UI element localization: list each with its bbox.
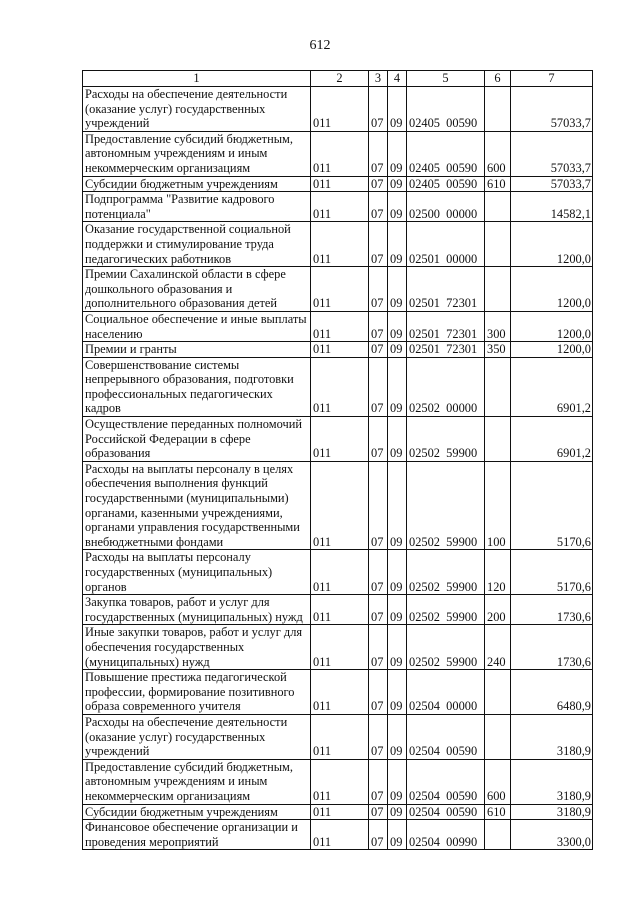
- row-section-cell: 07: [369, 357, 388, 416]
- row-name-cell: Оказание государственной социальной поддержки и стимулирование труда педагогических работников: [83, 222, 311, 267]
- row-name-cell: Расходы на выплаты персоналу государственных (муниципальных) органов: [83, 550, 311, 595]
- row-amount-cell: 3180,9: [511, 714, 593, 759]
- row-name-cell: Расходы на обеспечение деятельности (оказание услуг) государственных учреждений: [83, 714, 311, 759]
- row-target-article-cell: 02405 00590: [407, 176, 485, 192]
- row-expense-type-cell: 200: [485, 595, 511, 625]
- row-ministry-cell: 011: [311, 267, 369, 312]
- row-subsection-cell: 09: [388, 820, 407, 850]
- row-expense-type-cell: 100: [485, 461, 511, 550]
- row-subsection-cell: 09: [388, 87, 407, 132]
- table-row: [83, 759, 593, 804]
- row-ministry-cell: 011: [311, 595, 369, 625]
- table-row: [83, 714, 593, 759]
- table-row: [83, 222, 593, 267]
- row-amount-cell: 57033,7: [511, 176, 593, 192]
- row-expense-type-cell: 610: [485, 804, 511, 820]
- row-subsection-cell: 09: [388, 222, 407, 267]
- row-name-cell: Предоставление субсидий бюджетным, автономным учреждениям и иным некоммерческим организациям: [83, 131, 311, 176]
- table-row: [83, 192, 593, 222]
- row-target-article-cell: 02502 59900: [407, 461, 485, 550]
- row-subsection-cell: 09: [388, 417, 407, 462]
- table-row: [83, 357, 593, 416]
- row-target-article-cell: 02502 59900: [407, 625, 485, 670]
- row-subsection-cell: 09: [388, 714, 407, 759]
- row-ministry-cell: 011: [311, 192, 369, 222]
- row-expense-type-cell: [485, 357, 511, 416]
- row-section-cell: 07: [369, 595, 388, 625]
- row-amount-cell: 3300,0: [511, 820, 593, 850]
- table-row: [83, 342, 593, 358]
- row-amount-cell: 3180,9: [511, 804, 593, 820]
- row-name-cell: Премии Сахалинской области в сфере дошкольного образования и дополнительного образования детей: [83, 267, 311, 312]
- column-header: 4: [388, 71, 407, 87]
- row-target-article-cell: 02504 00000: [407, 670, 485, 715]
- row-expense-type-cell: [485, 714, 511, 759]
- row-expense-type-cell: [485, 192, 511, 222]
- budget-table: [82, 70, 593, 850]
- table-row: [83, 131, 593, 176]
- row-section-cell: 07: [369, 342, 388, 358]
- row-target-article-cell: 02504 00990: [407, 820, 485, 850]
- row-amount-cell: 57033,7: [511, 87, 593, 132]
- row-section-cell: 07: [369, 87, 388, 132]
- row-section-cell: 07: [369, 670, 388, 715]
- row-amount-cell: 6901,2: [511, 357, 593, 416]
- row-subsection-cell: 09: [388, 804, 407, 820]
- column-header: 5: [407, 71, 485, 87]
- row-section-cell: 07: [369, 625, 388, 670]
- row-subsection-cell: 09: [388, 267, 407, 312]
- row-target-article-cell: 02500 00000: [407, 192, 485, 222]
- row-amount-cell: 1200,0: [511, 222, 593, 267]
- row-target-article-cell: 02502 00000: [407, 357, 485, 416]
- row-section-cell: 07: [369, 176, 388, 192]
- row-name-cell: Расходы на выплаты персоналу в целях обеспечения выполнения функций государственными (муниципальными) органами, казенными учреждениями, органами управления государственными внебюджетными фондами: [83, 461, 311, 550]
- row-amount-cell: 57033,7: [511, 131, 593, 176]
- row-expense-type-cell: 350: [485, 342, 511, 358]
- row-expense-type-cell: [485, 820, 511, 850]
- row-name-cell: Социальное обеспечение и иные выплаты населению: [83, 311, 311, 341]
- row-expense-type-cell: 120: [485, 550, 511, 595]
- table-row: [83, 87, 593, 132]
- row-target-article-cell: 02405 00590: [407, 131, 485, 176]
- row-ministry-cell: 011: [311, 87, 369, 132]
- row-section-cell: 07: [369, 222, 388, 267]
- row-amount-cell: 1200,0: [511, 342, 593, 358]
- column-header: 3: [369, 71, 388, 87]
- row-ministry-cell: 011: [311, 311, 369, 341]
- row-ministry-cell: 011: [311, 131, 369, 176]
- row-section-cell: 07: [369, 550, 388, 595]
- row-target-article-cell: 02501 00000: [407, 222, 485, 267]
- row-section-cell: 07: [369, 820, 388, 850]
- row-expense-type-cell: 610: [485, 176, 511, 192]
- row-ministry-cell: 011: [311, 342, 369, 358]
- row-name-cell: Финансовое обеспечение организации и проведения мероприятий: [83, 820, 311, 850]
- row-section-cell: 07: [369, 267, 388, 312]
- row-target-article-cell: 02501 72301: [407, 267, 485, 312]
- row-amount-cell: 5170,6: [511, 461, 593, 550]
- row-name-cell: Субсидии бюджетным учреждениям: [83, 176, 311, 192]
- row-expense-type-cell: [485, 87, 511, 132]
- row-subsection-cell: 09: [388, 192, 407, 222]
- row-name-cell: Осуществление переданных полномочий Российской Федерации в сфере образования: [83, 417, 311, 462]
- table-row: [83, 595, 593, 625]
- row-name-cell: Совершенствование системы непрерывного образования, подготовки профессиональных педагогических кадров: [83, 357, 311, 416]
- row-amount-cell: 6480,9: [511, 670, 593, 715]
- row-ministry-cell: 011: [311, 222, 369, 267]
- row-section-cell: 07: [369, 461, 388, 550]
- column-header: 7: [511, 71, 593, 87]
- table-row: [83, 267, 593, 312]
- row-target-article-cell: 02501 72301: [407, 342, 485, 358]
- row-subsection-cell: 09: [388, 176, 407, 192]
- row-name-cell: Подпрограмма "Развитие кадрового потенциала": [83, 192, 311, 222]
- row-ministry-cell: 011: [311, 550, 369, 595]
- row-section-cell: 07: [369, 192, 388, 222]
- table-row: [83, 550, 593, 595]
- row-section-cell: 07: [369, 714, 388, 759]
- row-amount-cell: 1730,6: [511, 595, 593, 625]
- row-expense-type-cell: [485, 670, 511, 715]
- row-section-cell: 07: [369, 417, 388, 462]
- table-row: [83, 461, 593, 550]
- row-target-article-cell: 02502 59900: [407, 595, 485, 625]
- page-number: 612: [309, 38, 331, 53]
- table-row: [83, 417, 593, 462]
- row-expense-type-cell: [485, 222, 511, 267]
- row-section-cell: 07: [369, 759, 388, 804]
- table-row: [83, 625, 593, 670]
- row-expense-type-cell: 600: [485, 131, 511, 176]
- row-expense-type-cell: 300: [485, 311, 511, 341]
- row-name-cell: Премии и гранты: [83, 342, 311, 358]
- row-target-article-cell: 02504 00590: [407, 804, 485, 820]
- row-ministry-cell: 011: [311, 176, 369, 192]
- row-name-cell: Иные закупки товаров, работ и услуг для обеспечения государственных (муниципальных) нужд: [83, 625, 311, 670]
- row-amount-cell: 6901,2: [511, 417, 593, 462]
- row-subsection-cell: 09: [388, 131, 407, 176]
- row-name-cell: Повышение престижа педагогической профессии, формирование позитивного образа современного учителя: [83, 670, 311, 715]
- row-ministry-cell: 011: [311, 461, 369, 550]
- row-section-cell: 07: [369, 131, 388, 176]
- row-amount-cell: 1730,6: [511, 625, 593, 670]
- row-ministry-cell: 011: [311, 357, 369, 416]
- row-subsection-cell: 09: [388, 550, 407, 595]
- row-expense-type-cell: [485, 417, 511, 462]
- row-ministry-cell: 011: [311, 820, 369, 850]
- row-section-cell: 07: [369, 804, 388, 820]
- row-target-article-cell: 02405 00590: [407, 87, 485, 132]
- table-row: [83, 820, 593, 850]
- column-header: 1: [83, 71, 311, 87]
- row-subsection-cell: 09: [388, 595, 407, 625]
- row-ministry-cell: 011: [311, 625, 369, 670]
- row-amount-cell: 3180,9: [511, 759, 593, 804]
- row-expense-type-cell: [485, 267, 511, 312]
- row-ministry-cell: 011: [311, 804, 369, 820]
- row-name-cell: Предоставление субсидий бюджетным, автономным учреждениям и иным некоммерческим организациям: [83, 759, 311, 804]
- row-amount-cell: 5170,6: [511, 550, 593, 595]
- row-subsection-cell: 09: [388, 461, 407, 550]
- header-row: [83, 71, 593, 87]
- row-subsection-cell: 09: [388, 357, 407, 416]
- table-row: [83, 804, 593, 820]
- table-row: [83, 311, 593, 341]
- row-subsection-cell: 09: [388, 311, 407, 341]
- row-subsection-cell: 09: [388, 759, 407, 804]
- row-name-cell: Закупка товаров, работ и услуг для государственных (муниципальных) нужд: [83, 595, 311, 625]
- row-ministry-cell: 011: [311, 670, 369, 715]
- row-amount-cell: 1200,0: [511, 311, 593, 341]
- row-amount-cell: 14582,1: [511, 192, 593, 222]
- row-expense-type-cell: 240: [485, 625, 511, 670]
- row-target-article-cell: 02504 00590: [407, 714, 485, 759]
- table-row: [83, 670, 593, 715]
- row-subsection-cell: 09: [388, 625, 407, 670]
- column-header: 2: [311, 71, 369, 87]
- row-target-article-cell: 02504 00590: [407, 759, 485, 804]
- row-section-cell: 07: [369, 311, 388, 341]
- column-header: 6: [485, 71, 511, 87]
- row-name-cell: Расходы на обеспечение деятельности (оказание услуг) государственных учреждений: [83, 87, 311, 132]
- row-ministry-cell: 011: [311, 759, 369, 804]
- row-subsection-cell: 09: [388, 670, 407, 715]
- row-target-article-cell: 02501 72301: [407, 311, 485, 341]
- row-target-article-cell: 02502 59900: [407, 417, 485, 462]
- row-expense-type-cell: 600: [485, 759, 511, 804]
- row-name-cell: Субсидии бюджетным учреждениям: [83, 804, 311, 820]
- row-target-article-cell: 02502 59900: [407, 550, 485, 595]
- row-subsection-cell: 09: [388, 342, 407, 358]
- row-ministry-cell: 011: [311, 714, 369, 759]
- row-ministry-cell: 011: [311, 417, 369, 462]
- table-row: [83, 176, 593, 192]
- row-amount-cell: 1200,0: [511, 267, 593, 312]
